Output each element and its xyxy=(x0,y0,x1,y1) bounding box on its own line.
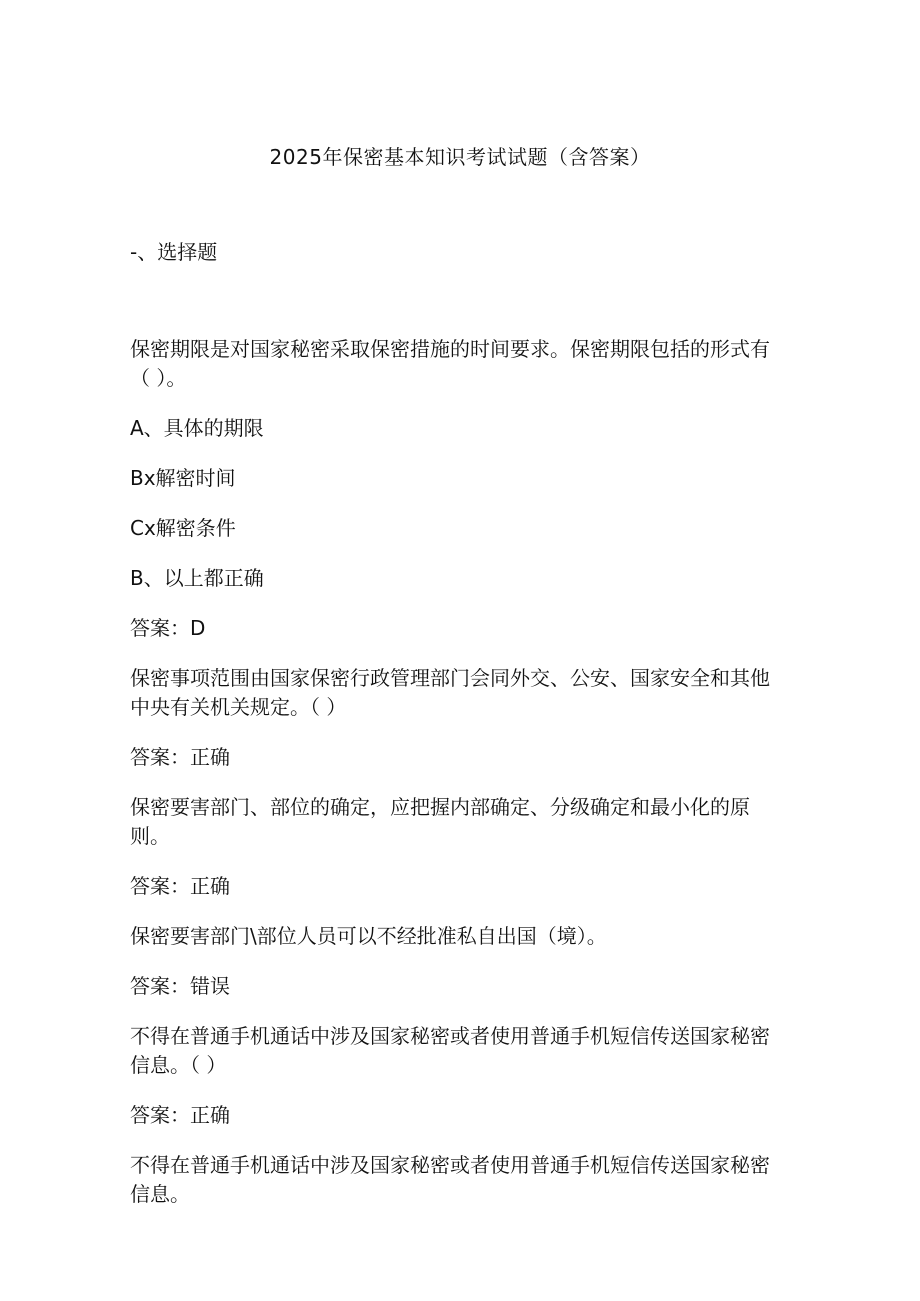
answer-text: 答案：正确 xyxy=(130,1103,230,1127)
question-block-1 xyxy=(130,335,780,643)
page-title: 2025年保密基本知识考试试题（含答案） xyxy=(269,145,651,169)
document-body xyxy=(130,238,780,1230)
option-c: Cx解密条件 xyxy=(130,516,236,540)
answer-text: 答案：正确 xyxy=(130,874,230,898)
question-block-4 xyxy=(130,922,780,1001)
option-a: A、具体的期限 xyxy=(130,416,264,440)
question-block-6 xyxy=(130,1151,780,1209)
answer-text: 答案：正确 xyxy=(130,745,230,769)
question-block-3 xyxy=(130,793,780,901)
question-text: 保密期限是对国家秘密采取保密措施的时间要求。保密期限包括的形式有（ ）。 xyxy=(130,337,770,390)
question-text: 不得在普通手机通话中涉及国家秘密或者使用普通手机短信传送国家秘密信息。 xyxy=(130,1153,770,1206)
question-text: 保密要害部门\部位人员可以不经批准私自出国（境）。 xyxy=(130,924,607,948)
section-heading: -、选择题 xyxy=(130,240,218,264)
option-b: Bx解密时间 xyxy=(130,466,236,490)
answer-text: 答案：D xyxy=(130,616,206,640)
question-text: 保密要害部门、部位的确定，应把握内部确定、分级确定和最小化的原则。 xyxy=(130,795,750,848)
question-block-5 xyxy=(130,1022,780,1130)
question-text: 不得在普通手机通话中涉及国家秘密或者使用普通手机短信传送国家秘密信息。（ ） xyxy=(130,1024,770,1077)
option-d: B、以上都正确 xyxy=(130,566,264,590)
question-block-2 xyxy=(130,664,780,772)
question-text: 保密事项范围由国家保密行政管理部门会同外交、公安、国家安全和其他中央有关机关规定。（ ） xyxy=(130,666,770,719)
answer-text: 答案：错误 xyxy=(130,974,230,998)
